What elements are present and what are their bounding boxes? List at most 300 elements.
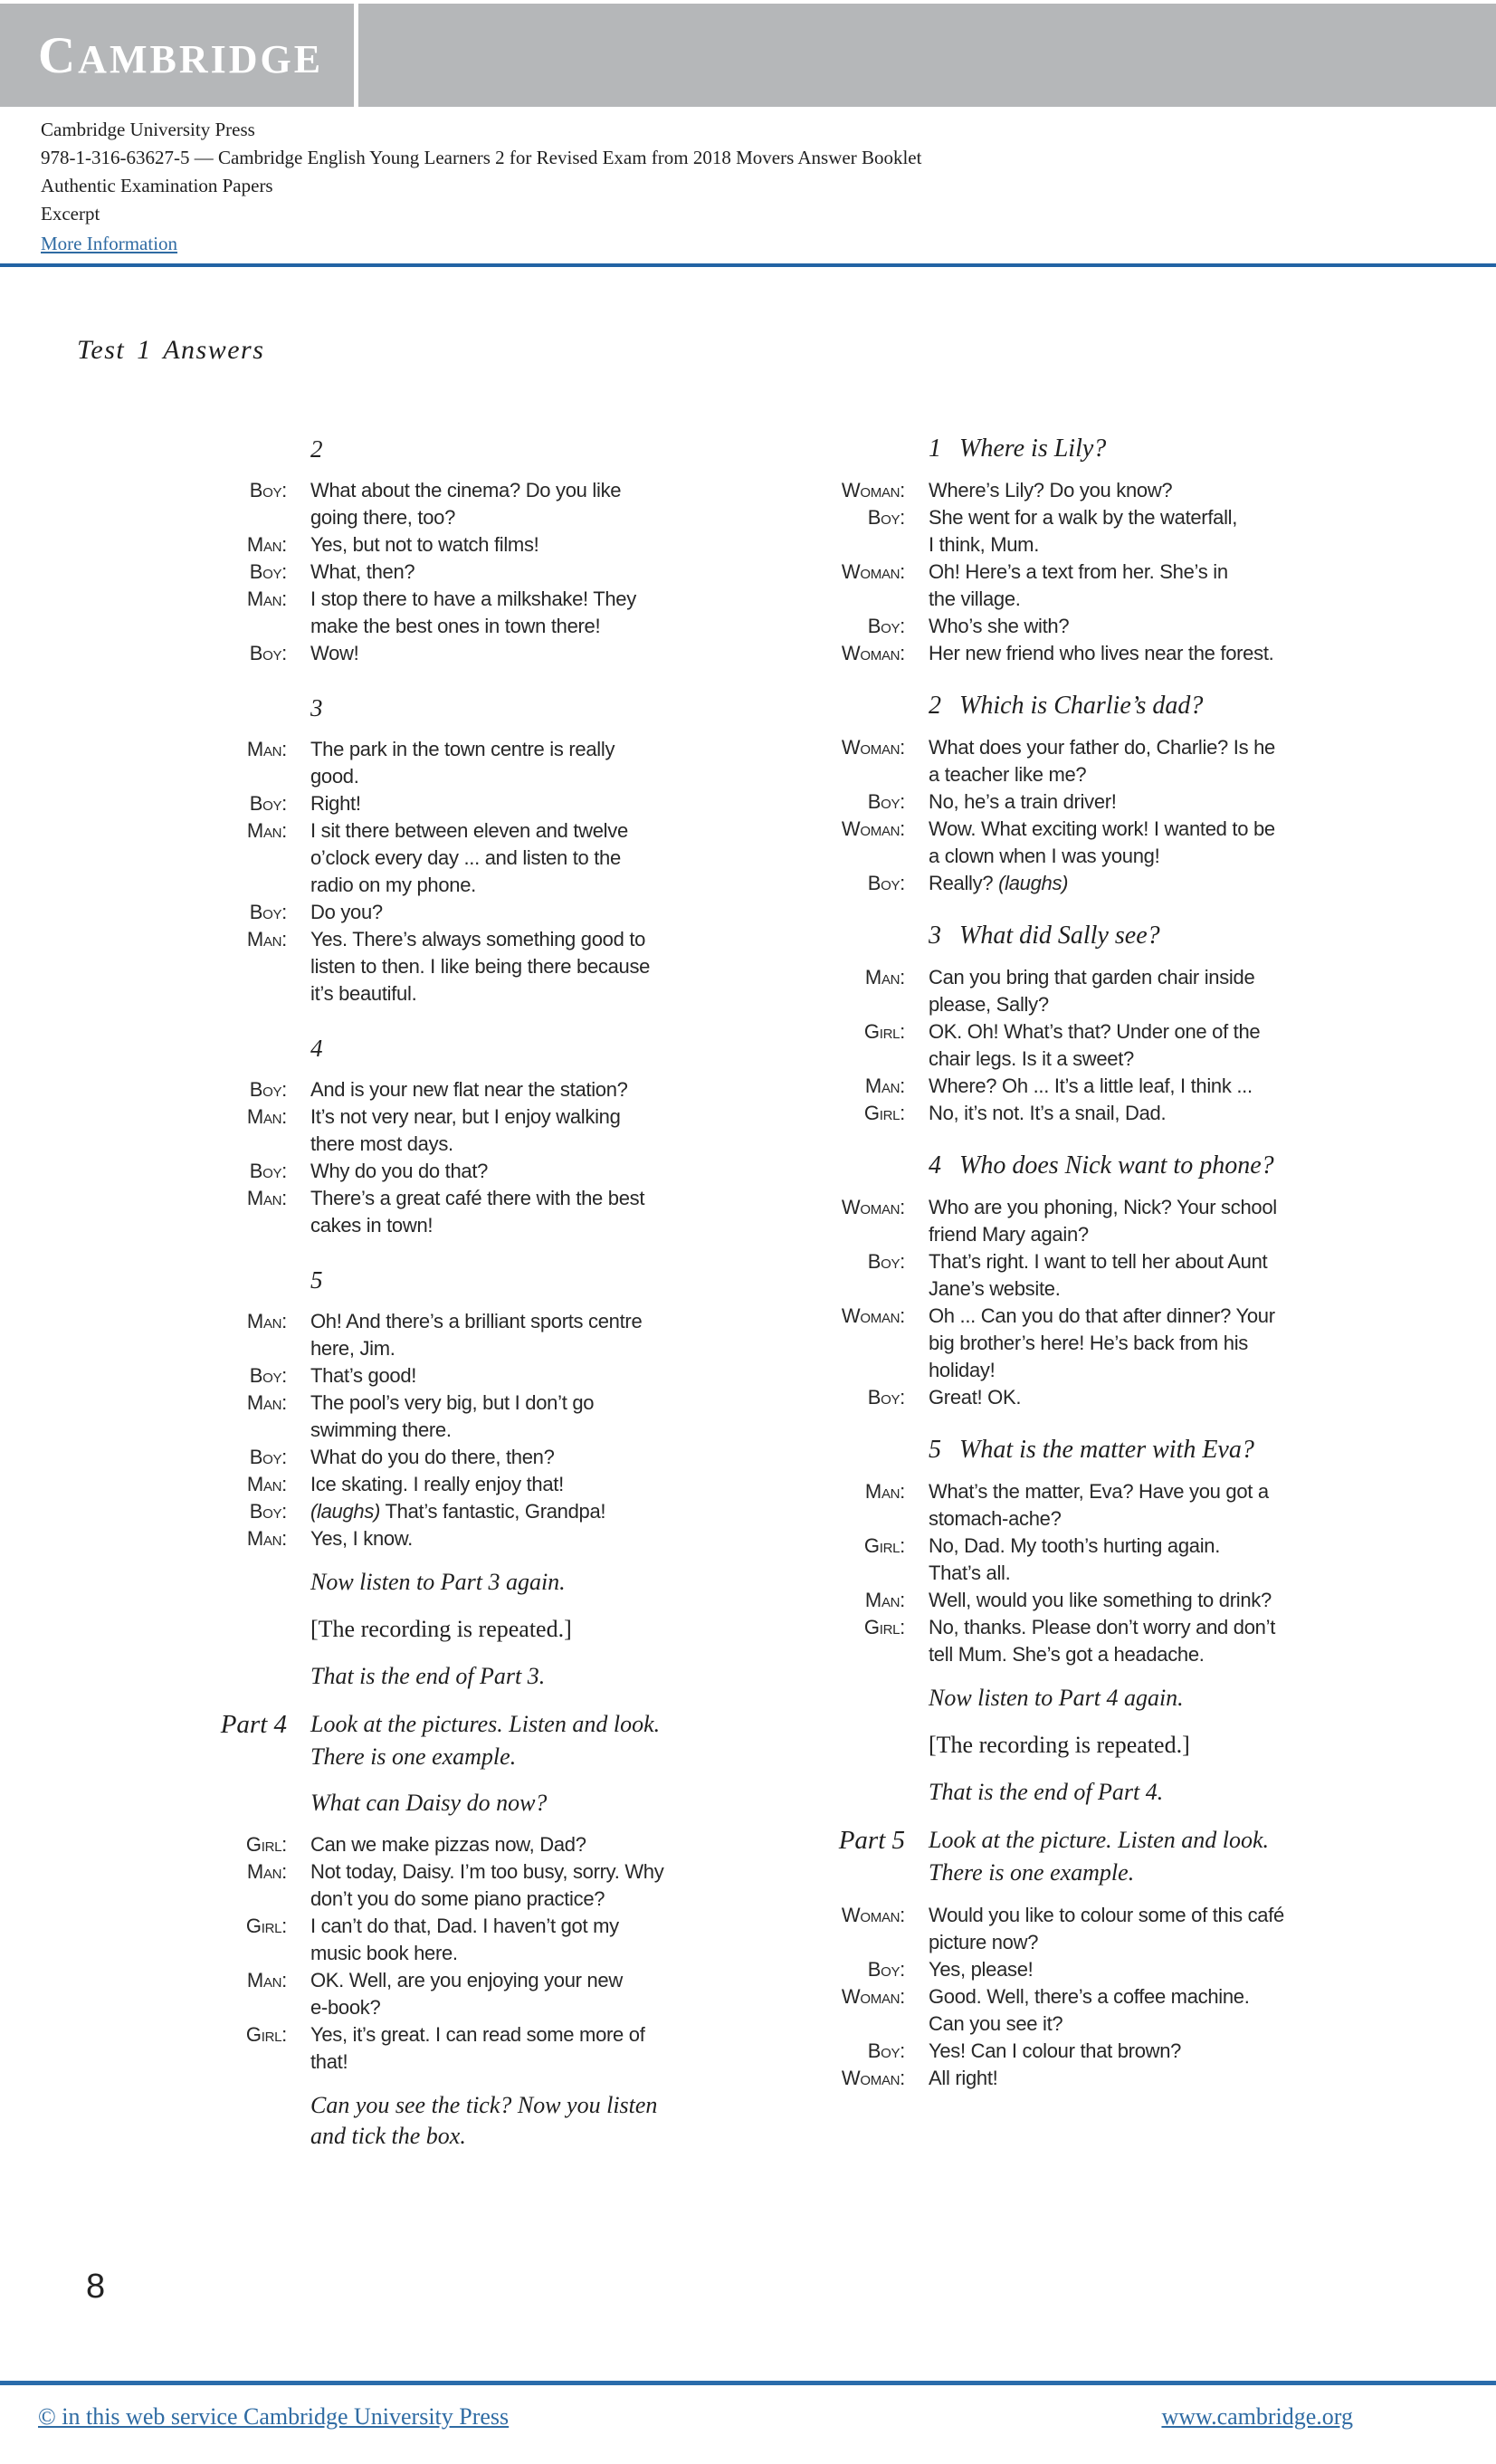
- stage-line: Can you see the tick? Now you listen: [310, 2092, 658, 2118]
- dialogue-text: [929, 1018, 1403, 1073]
- part-label: Part 4: [220, 1710, 287, 1739]
- stage-line: [The recording is repeated.]: [929, 1732, 1190, 1758]
- speaker-label: Boy:: [249, 901, 287, 923]
- dialogue-line: Oh ... Can you do that after dinner? Your: [929, 1304, 1275, 1327]
- dialogue-text: [929, 1614, 1403, 1668]
- dialogue-block: [163, 736, 751, 1008]
- dialogue-row: [778, 734, 1403, 788]
- part-instructions: [929, 1824, 1403, 1889]
- part-line: There is one example.: [310, 1743, 517, 1770]
- dialogue-line: picture now?: [929, 1931, 1039, 1953]
- dialogue-line: swimming there.: [310, 1418, 452, 1441]
- stage-line: That is the end of Part 3.: [310, 1663, 546, 1689]
- dialogue-line: Wow!: [310, 642, 359, 664]
- dialogue-row: [163, 1308, 751, 1362]
- dialogue-block: [778, 734, 1403, 897]
- dialogue-text: [929, 640, 1403, 667]
- publication-info: [41, 116, 921, 258]
- part-line: Look at the pictures. Listen and look.: [310, 1711, 661, 1737]
- speaker-label: Man:: [246, 738, 287, 760]
- dialogue-line: the village.: [929, 587, 1021, 610]
- column-left: [163, 412, 751, 2152]
- dialogue-text: [929, 788, 1403, 816]
- dialogue-line: Can you see it?: [929, 2012, 1063, 2035]
- question-text: Which is Charlie’s dad?: [959, 692, 1204, 720]
- dialogue-row: [163, 1913, 751, 1967]
- dialogue-row: [163, 1185, 751, 1239]
- dialogue-text: [310, 640, 751, 667]
- speaker-label: Man:: [246, 1187, 287, 1209]
- dialogue-text: [929, 1587, 1403, 1614]
- dialogue-row: [778, 1983, 1403, 2038]
- speaker-label: Man:: [246, 587, 287, 610]
- dialogue-row: [778, 1902, 1403, 1956]
- dialogue-line: Where’s Lily? Do you know?: [929, 479, 1173, 501]
- dialogue-text: [310, 1390, 751, 1444]
- dialogue-line: radio on my phone.: [310, 874, 476, 896]
- speaker-label: Man:: [864, 1589, 905, 1611]
- dialogue-text: [929, 1384, 1403, 1411]
- dialogue-row: [778, 613, 1403, 640]
- website-link[interactable]: www.cambridge.org: [1161, 2403, 1353, 2430]
- speaker-label: Woman:: [841, 642, 905, 664]
- dialogue-line: Can we make pizzas now, Dad?: [310, 1833, 586, 1856]
- speaker-label: Boy:: [249, 1078, 287, 1101]
- speaker-label: Boy:: [249, 1500, 287, 1523]
- dialogue-text: [929, 816, 1403, 870]
- dialogue-row: [163, 1362, 751, 1390]
- dialogue-row: [163, 531, 751, 559]
- part-block: [163, 1708, 751, 1773]
- speaker-label: Woman:: [841, 1985, 905, 2008]
- speaker-label: Man:: [246, 1310, 287, 1332]
- speaker-label: Boy:: [867, 2039, 905, 2062]
- dialogue-line: What, then?: [310, 560, 415, 583]
- dialogue-text: [310, 1103, 751, 1158]
- speaker-label: Boy:: [249, 792, 287, 815]
- stage-direction: [310, 1661, 751, 1692]
- speaker-label: Girl:: [863, 1102, 905, 1124]
- dialogue-line: No, Dad. My tooth’s hurting again.: [929, 1534, 1221, 1557]
- dialogue-row: [778, 1303, 1403, 1384]
- speaker-label: Woman:: [841, 560, 905, 583]
- speaker-label: Man:: [246, 1391, 287, 1414]
- dialogue-block: [163, 1076, 751, 1239]
- stage-direction: [929, 1730, 1403, 1761]
- speaker-label: Boy:: [867, 615, 905, 637]
- stage-line: Now listen to Part 3 again.: [310, 1569, 566, 1595]
- dialogue-line: It’s not very near, but I enjoy walking: [310, 1105, 621, 1128]
- dialogue-line: Yes, please!: [929, 1958, 1034, 1981]
- dialogue-row: [163, 1858, 751, 1913]
- speaker-label: Girl:: [245, 1833, 287, 1856]
- dialogue-line: friend Mary again?: [929, 1223, 1089, 1246]
- dialogue-row: [778, 1100, 1403, 1127]
- dialogue-line: that!: [310, 2050, 348, 2073]
- speaker-label: Man:: [246, 1860, 287, 1883]
- speaker-label: Girl:: [245, 1915, 287, 1937]
- dialogue-line: Yes. There’s always something good to: [310, 928, 646, 950]
- dialogue-text: [310, 1498, 751, 1525]
- stage-direction: [310, 1614, 751, 1645]
- dialogue-row: [163, 736, 751, 790]
- dialogue-line: Can you bring that garden chair inside: [929, 966, 1255, 988]
- dialogue-row: [778, 1073, 1403, 1100]
- dialogue-line: Her new friend who lives near the forest.: [929, 642, 1274, 664]
- speaker-label: Man:: [246, 928, 287, 950]
- section-number: 4: [310, 1035, 323, 1062]
- dialogue-line: That’s good!: [310, 1364, 417, 1387]
- dialogue-block: [778, 1902, 1403, 2092]
- dialogue-line: Well, would you like something to drink?: [929, 1589, 1272, 1611]
- dialogue-text: [310, 1471, 751, 1498]
- dialogue-text: [310, 1444, 751, 1471]
- dialogue-line: stomach-ache?: [929, 1507, 1062, 1530]
- dialogue-text: [929, 1073, 1403, 1100]
- dialogue-line: there most days.: [310, 1132, 453, 1155]
- dialogue-line: No, thanks. Please don’t worry and don’t: [929, 1616, 1276, 1638]
- speaker-label: Boy:: [867, 872, 905, 894]
- speaker-label: Girl:: [863, 1020, 905, 1043]
- speaker-label: Boy:: [249, 560, 287, 583]
- speaker-label: Boy:: [867, 1958, 905, 1981]
- dialogue-text: [310, 559, 751, 586]
- dialogue-row: [778, 1956, 1403, 1983]
- dialogue-line: it’s beautiful.: [310, 982, 417, 1005]
- speaker-label: Boy:: [249, 479, 287, 501]
- dialogue-text: [929, 477, 1403, 504]
- dialogue-line: Yes, but not to watch films!: [310, 533, 539, 556]
- dialogue-line: OK. Oh! What’s that? Under one of the: [929, 1020, 1261, 1043]
- speaker-label: Woman:: [841, 736, 905, 759]
- dialogue-row: [778, 1018, 1403, 1073]
- dialogue-line: make the best ones in town there!: [310, 615, 601, 637]
- dialogue-line: (laughs) That’s fantastic, Grandpa!: [310, 1500, 606, 1523]
- more-information-link[interactable]: More Information: [41, 233, 178, 254]
- dialogue-line: I stop there to have a milkshake! They: [310, 587, 636, 610]
- dialogue-text: [929, 2038, 1403, 2065]
- speaker-label: Girl:: [863, 1616, 905, 1638]
- dialogue-row: [778, 559, 1403, 613]
- dialogue-row: [163, 2021, 751, 2076]
- cambridge-banner: [0, 4, 1496, 107]
- dialogue-row: [163, 1390, 751, 1444]
- question-number: 3: [929, 922, 941, 950]
- dialogue-line: Who are you phoning, Nick? Your school: [929, 1196, 1277, 1218]
- dialogue-row: [163, 1471, 751, 1498]
- dialogue-line: Do you?: [310, 901, 383, 923]
- copyright-link[interactable]: © in this web service Cambridge University Press: [38, 2403, 510, 2430]
- dialogue-line: Oh! Here’s a text from her. She’s in: [929, 560, 1228, 583]
- dialogue-text: [929, 1983, 1403, 2038]
- speaker-label: Man:: [246, 1527, 287, 1550]
- dialogue-line: o’clock every day ... and listen to the: [310, 846, 621, 869]
- dialogue-row: [163, 926, 751, 1008]
- dialogue-row: [778, 964, 1403, 1018]
- dialogue-line: music book here.: [310, 1942, 458, 1964]
- dialogue-row: [163, 1498, 751, 1525]
- dialogue-line: Jane’s website.: [929, 1277, 1061, 1300]
- dialogue-text: [310, 1831, 751, 1858]
- dialogue-line: Ice skating. I really enjoy that!: [310, 1473, 564, 1495]
- dialogue-block: [163, 1831, 751, 2076]
- stage-line: What can Daisy do now?: [310, 1790, 548, 1816]
- dialogue-row: [778, 477, 1403, 504]
- dialogue-text: [310, 926, 751, 1008]
- dialogue-row: [778, 1614, 1403, 1668]
- dialogue-text: [310, 2021, 751, 2076]
- dialogue-text: [929, 2065, 1403, 2092]
- dialogue-text: [310, 1076, 751, 1103]
- dialogue-line: cakes in town!: [310, 1214, 434, 1237]
- dialogue-block: [778, 1194, 1403, 1411]
- section-number: 2: [310, 435, 323, 463]
- dialogue-text: [929, 1303, 1403, 1384]
- page-number: 8: [86, 2268, 106, 2306]
- dialogue-line: please, Sally?: [929, 993, 1049, 1016]
- dialogue-row: [778, 1533, 1403, 1587]
- dialogue-text: [310, 790, 751, 817]
- dialogue-row: [163, 1831, 751, 1858]
- speaker-label: Woman:: [841, 1304, 905, 1327]
- dialogue-line: She went for a walk by the waterfall,: [929, 506, 1238, 529]
- speaker-label: Girl:: [863, 1534, 905, 1557]
- speaker-label: Man:: [246, 819, 287, 842]
- question-heading: [929, 691, 1403, 721]
- dialogue-line: Yes, I know.: [310, 1527, 413, 1550]
- dialogue-line: All right!: [929, 2067, 998, 2089]
- question-number: 5: [929, 1436, 941, 1464]
- dialogue-row: [778, 816, 1403, 870]
- dialogue-line: I think, Mum.: [929, 533, 1040, 556]
- dialogue-line: The pool’s very big, but I don’t go: [310, 1391, 595, 1414]
- dialogue-text: [310, 1185, 751, 1239]
- dialogue-text: [310, 899, 751, 926]
- dialogue-row: [163, 477, 751, 531]
- stage-direction: [310, 1567, 751, 1598]
- speaker-label: Woman:: [841, 817, 905, 840]
- dialogue-row: [778, 640, 1403, 667]
- stage-direction: [310, 2090, 751, 2152]
- dialogue-line: I can’t do that, Dad. I haven’t got my: [310, 1915, 619, 1937]
- dialogue-line: a teacher like me?: [929, 763, 1087, 786]
- dialogue-row: [163, 1103, 751, 1158]
- dialogue-row: [163, 1158, 751, 1185]
- cambridge-logo: CAMBRIDGE: [38, 26, 324, 84]
- speaker-label: Woman:: [841, 1196, 905, 1218]
- speaker-label: Woman:: [841, 1904, 905, 1926]
- speaker-label: Woman:: [841, 479, 905, 501]
- dialogue-line: holiday!: [929, 1359, 996, 1381]
- dialogue-line: Right!: [310, 792, 361, 815]
- dialogue-line: I sit there between eleven and twelve: [310, 819, 628, 842]
- dialogue-text: [310, 1362, 751, 1390]
- dialogue-line: Great! OK.: [929, 1386, 1022, 1409]
- dialogue-line: Why do you do that?: [310, 1160, 489, 1182]
- dialogue-text: [929, 613, 1403, 640]
- dialogue-text: [310, 1525, 751, 1552]
- dialogue-line: a clown when I was young!: [929, 845, 1160, 867]
- part-instructions: [310, 1708, 751, 1773]
- dialogue-text: [929, 734, 1403, 788]
- dialogue-row: [163, 1967, 751, 2021]
- dialogue-text: [310, 736, 751, 790]
- speaker-label: Man:: [864, 1480, 905, 1503]
- dialogue-line: Not today, Daisy. I’m too busy, sorry. Why: [310, 1860, 664, 1883]
- dialogue-line: Good. Well, there’s a coffee machine.: [929, 1985, 1250, 2008]
- dialogue-row: [778, 1248, 1403, 1303]
- dialogue-text: [310, 1308, 751, 1362]
- dialogue-block: [778, 964, 1403, 1127]
- banner-divider: [354, 4, 358, 107]
- dialogue-text: [929, 1100, 1403, 1127]
- stage-line: That is the end of Part 4.: [929, 1779, 1164, 1805]
- dialogue-text: [929, 870, 1403, 897]
- dialogue-text: [929, 964, 1403, 1018]
- dialogue-text: [929, 559, 1403, 613]
- stage-line: and tick the box.: [310, 2123, 466, 2149]
- dialogue-line: Wow. What exciting work! I wanted to be: [929, 817, 1275, 840]
- dialogue-text: [310, 1967, 751, 2021]
- speaker-label: Boy:: [867, 1386, 905, 1409]
- dialogue-line: That’s right. I want to tell her about Aunt: [929, 1250, 1268, 1273]
- dialogue-line: Oh! And there’s a brilliant sports centre: [310, 1310, 643, 1332]
- dialogue-row: [778, 1478, 1403, 1533]
- part-label: Part 5: [838, 1826, 905, 1855]
- speaker-label: Boy:: [249, 1160, 287, 1182]
- dialogue-block: [778, 477, 1403, 667]
- column-right: [778, 412, 1403, 2092]
- dialogue-line: No, it’s not. It’s a snail, Dad.: [929, 1102, 1167, 1124]
- dialogue-line: chair legs. Is it a sweet?: [929, 1047, 1134, 1070]
- stage-line: [The recording is repeated.]: [310, 1616, 572, 1642]
- dialogue-row: [778, 504, 1403, 559]
- speaker-label: Man:: [246, 1473, 287, 1495]
- stage-line: Now listen to Part 4 again.: [929, 1685, 1184, 1711]
- question-text: What is the matter with Eva?: [959, 1436, 1254, 1464]
- dialogue-line: here, Jim.: [310, 1337, 395, 1360]
- dialogue-text: [310, 1858, 751, 1913]
- dialogue-line: listen to then. I like being there because: [310, 955, 651, 978]
- dialogue-line: tell Mum. She’s got a headache.: [929, 1643, 1205, 1666]
- question-heading: [929, 921, 1403, 951]
- dialogue-line: Where? Oh ... It’s a little leaf, I think ...: [929, 1074, 1253, 1097]
- dialogue-text: [929, 1902, 1403, 1956]
- excerpt-line: Excerpt: [41, 203, 100, 224]
- dialogue-row: [778, 870, 1403, 897]
- dialogue-text: [310, 477, 751, 531]
- dialogue-line: Would you like to colour some of this café: [929, 1904, 1284, 1926]
- footer-rule: [0, 2381, 1496, 2385]
- dialogue-row: [163, 1444, 751, 1471]
- dialogue-text: [929, 1248, 1403, 1303]
- section-number: 3: [310, 694, 323, 721]
- dialogue-text: [310, 586, 751, 640]
- dialogue-line: And is your new flat near the station?: [310, 1078, 628, 1101]
- dialogue-row: [778, 1384, 1403, 1411]
- dialogue-line: good.: [310, 765, 359, 788]
- publisher-line: Cambridge University Press: [41, 119, 255, 140]
- dialogue-text: [929, 1478, 1403, 1533]
- dialogue-row: [778, 1587, 1403, 1614]
- dialogue-row: [778, 1194, 1403, 1248]
- dialogue-line: What does your father do, Charlie? Is he: [929, 736, 1275, 759]
- question-heading: [929, 1151, 1403, 1181]
- question-text: Who does Nick want to phone?: [959, 1151, 1274, 1179]
- dialogue-row: [163, 1525, 751, 1552]
- stage-direction: [310, 1788, 751, 1819]
- page-title: Test 1 Answers: [77, 335, 265, 365]
- dialogue-line: What’s the matter, Eva? Have you got a: [929, 1480, 1269, 1503]
- dialogue-text: [310, 1913, 751, 1967]
- dialogue-line: The park in the town centre is really: [310, 738, 615, 760]
- dialogue-line: There’s a great café there with the best: [310, 1187, 645, 1209]
- part-block: [778, 1824, 1403, 1889]
- dialogue-row: [778, 2065, 1403, 2092]
- speaker-label: Boy:: [867, 1250, 905, 1273]
- speaker-label: Woman:: [841, 2067, 905, 2089]
- speaker-label: Boy:: [249, 1446, 287, 1468]
- dialogue-text: [929, 1194, 1403, 1248]
- speaker-label: Man:: [246, 1969, 287, 1991]
- dialogue-text: [310, 817, 751, 899]
- dialogue-line: Yes! Can I colour that brown?: [929, 2039, 1182, 2062]
- speaker-label: Man:: [864, 966, 905, 988]
- dialogue-line: don’t you do some piano practice?: [310, 1887, 605, 1910]
- dialogue-text: [929, 1956, 1403, 1983]
- dialogue-row: [163, 559, 751, 586]
- speaker-label: Man:: [246, 533, 287, 556]
- header-rule: [0, 263, 1496, 267]
- dialogue-line: That’s all.: [929, 1561, 1011, 1584]
- part-line: Look at the picture. Listen and look.: [929, 1827, 1269, 1853]
- dialogue-row: [163, 817, 751, 899]
- dialogue-line: going there, too?: [310, 506, 456, 529]
- speaker-label: Boy:: [867, 506, 905, 529]
- question-number: 1: [929, 435, 941, 463]
- dialogue-row: [163, 586, 751, 640]
- speaker-label: Man:: [864, 1074, 905, 1097]
- dialogue-block: [163, 1308, 751, 1552]
- speaker-label: Girl:: [245, 2023, 287, 2046]
- section-number: 5: [310, 1266, 323, 1294]
- speaker-label: Boy:: [249, 642, 287, 664]
- dialogue-row: [163, 1076, 751, 1103]
- dialogue-text: [929, 504, 1403, 559]
- dialogue-text: [310, 531, 751, 559]
- part-line: There is one example.: [929, 1859, 1135, 1886]
- question-heading: [929, 1435, 1403, 1466]
- dialogue-line: OK. Well, are you enjoying your new: [310, 1969, 623, 1991]
- dialogue-row: [163, 640, 751, 667]
- dialogue-line: big brother’s here! He’s back from his: [929, 1332, 1248, 1354]
- question-number: 4: [929, 1151, 941, 1179]
- dialogue-row: [163, 790, 751, 817]
- speaker-label: Boy:: [867, 790, 905, 813]
- dialogue-text: [929, 1533, 1403, 1587]
- series-line: Authentic Examination Papers: [41, 175, 273, 196]
- dialogue-line: Who’s she with?: [929, 615, 1070, 637]
- dialogue-row: [778, 2038, 1403, 2065]
- dialogue-block: [778, 1478, 1403, 1668]
- dialogue-line: Really? (laughs): [929, 872, 1069, 894]
- dialogue-block: [163, 477, 751, 667]
- dialogue-line: What about the cinema? Do you like: [310, 479, 622, 501]
- isbn-line: 978-1-316-63627-5 — Cambridge English Young Learners 2 for Revised Exam from 2018 Movers Answer Booklet: [41, 147, 922, 168]
- question-text: What did Sally see?: [959, 922, 1160, 950]
- dialogue-line: No, he’s a train driver!: [929, 790, 1117, 813]
- question-heading: [929, 434, 1403, 464]
